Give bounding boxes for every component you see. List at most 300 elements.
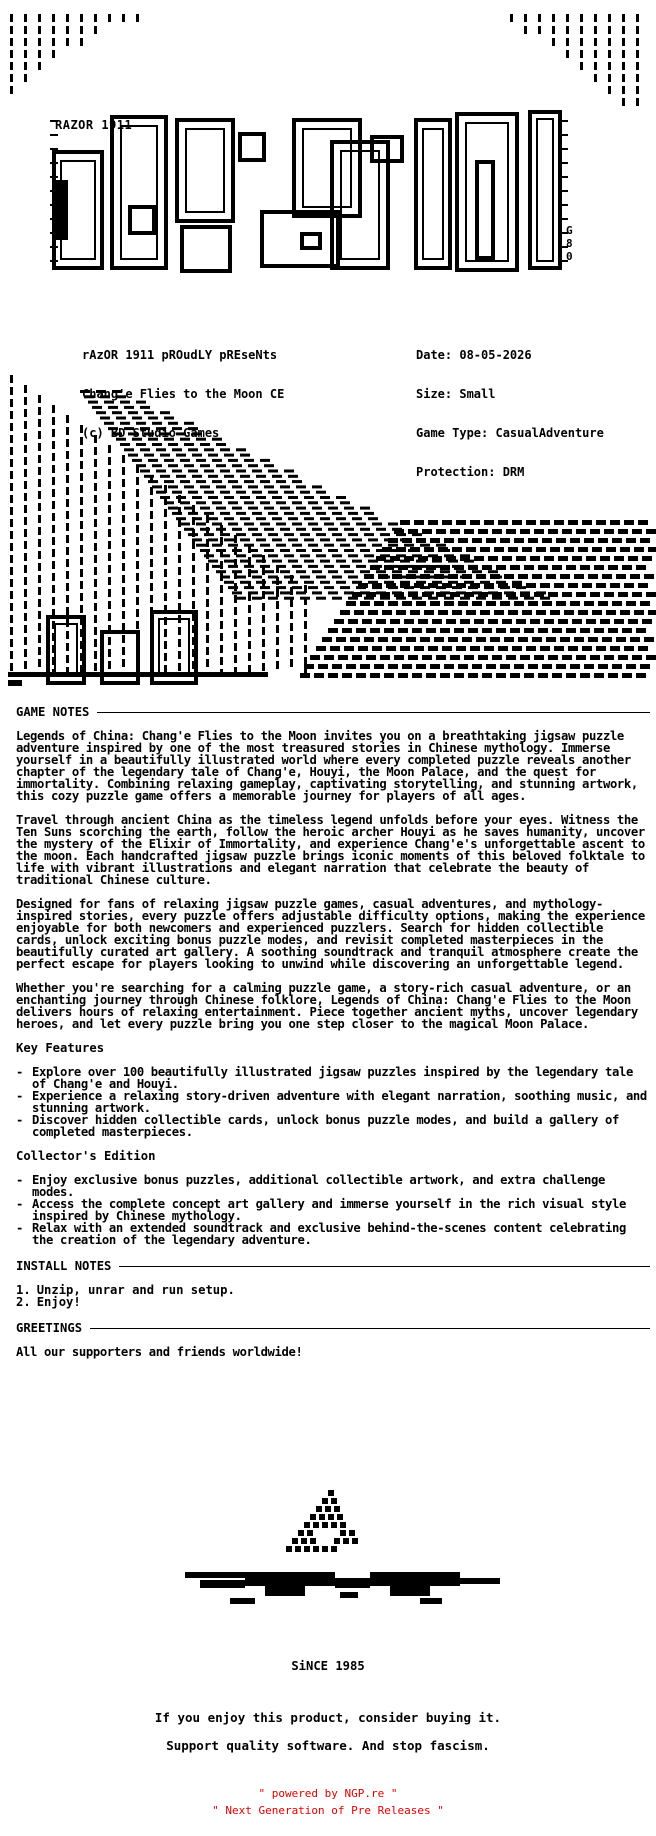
- ramp-dash: [252, 491, 262, 494]
- stair-dash: [122, 623, 125, 631]
- stair-dash: [24, 589, 27, 597]
- brick-dash: [600, 556, 610, 561]
- logo-letter: [536, 118, 554, 120]
- logo-letter: [292, 118, 362, 122]
- brick-dash: [606, 610, 616, 615]
- brick-dash: [420, 574, 430, 579]
- ramp-dash: [288, 496, 298, 499]
- stair-dash: [136, 549, 139, 557]
- stair-dash: [80, 473, 83, 481]
- brick-dash: [336, 637, 346, 642]
- brick-dash: [554, 583, 564, 588]
- ramp-dash: [248, 549, 258, 552]
- brick-dash: [388, 538, 398, 543]
- triangle-glyph: [313, 1546, 319, 1552]
- ramp-dash: [192, 475, 202, 478]
- game-notes-paragraph: Whether you're searching for a calming puzzle game, a story-rich casual adventure, or an enchanting journey through Chinese folklore, Legends of China: Chang'e Flies to the Moon delivers hours of relaxing entertainment. Piece together ancient myths, uncover legendary heroes, and let every puzzle bring you one step closer to the magical Moon Palace.: [16, 981, 638, 1031]
- drip-dash: [80, 26, 83, 34]
- brick-dash: [500, 664, 510, 669]
- ramp-dash: [424, 570, 434, 573]
- triangle-glyph: [343, 1538, 349, 1544]
- ramp-dash: [444, 597, 454, 600]
- stair-dash: [122, 659, 125, 667]
- brick-dash: [636, 673, 646, 678]
- brick-dash: [518, 637, 528, 642]
- brick-dash: [528, 538, 538, 543]
- stair-dash: [108, 565, 111, 573]
- stair-dash: [10, 411, 13, 419]
- logo-letter: [52, 150, 56, 270]
- brick-dash: [568, 646, 578, 651]
- brick-dash: [356, 628, 366, 633]
- ramp-dash: [232, 570, 242, 573]
- brick-dash: [594, 628, 604, 633]
- ramp-dash: [248, 570, 258, 573]
- brick-dash: [390, 619, 400, 624]
- stair-dash: [94, 519, 97, 527]
- brick-dash: [614, 556, 624, 561]
- brick-dash: [608, 628, 618, 633]
- ramp-dash: [364, 597, 374, 600]
- logo-letter: [340, 258, 380, 260]
- brick-dash: [400, 646, 410, 651]
- brick-dash: [604, 592, 614, 597]
- logo-tick: [50, 162, 58, 164]
- ramp-dash: [312, 549, 322, 552]
- logo-tick: [50, 204, 58, 206]
- brick-dash: [484, 583, 494, 588]
- brick-dash: [638, 583, 648, 588]
- stair-dash: [94, 663, 97, 671]
- ramp-dash: [540, 597, 550, 600]
- ramp-dash: [140, 470, 150, 473]
- ramp-dash: [300, 597, 310, 600]
- ramp-dash: [320, 538, 330, 541]
- stair-dash: [108, 493, 111, 501]
- drip-dash: [552, 26, 555, 34]
- logo-side-text: G80: [566, 224, 573, 263]
- baseline-bar: [8, 672, 268, 677]
- ramp-dash: [236, 576, 246, 579]
- stair-dash: [150, 547, 153, 555]
- brick-dash: [404, 619, 414, 624]
- brick-dash: [594, 673, 604, 678]
- drip-dash: [10, 74, 13, 82]
- logo-letter: [110, 266, 168, 270]
- drip-dash: [552, 14, 555, 22]
- brick-dash: [464, 655, 474, 660]
- brick-dash: [440, 673, 450, 678]
- stair-dash: [192, 541, 195, 549]
- brick-dash: [588, 637, 598, 642]
- brick-dash: [346, 601, 356, 606]
- stair-dash: [164, 557, 167, 565]
- ramp-dash: [228, 523, 238, 526]
- brick-dash: [512, 583, 522, 588]
- stair-dash: [206, 635, 209, 643]
- logo-letter: [238, 132, 242, 162]
- brick-dash: [560, 637, 570, 642]
- stair-dash: [24, 613, 27, 621]
- ramp-dash: [364, 554, 374, 557]
- triangle-glyph: [325, 1506, 331, 1512]
- ramp-dash: [224, 475, 234, 478]
- logo-letter: [414, 118, 452, 122]
- brick-dash: [552, 628, 562, 633]
- drip-dash: [636, 50, 639, 58]
- stair-dash: [108, 541, 111, 549]
- brick-dash: [422, 592, 432, 597]
- ramp-dash: [224, 581, 234, 584]
- drip-dash: [636, 74, 639, 82]
- ramp-dash: [288, 581, 298, 584]
- brick-dash: [646, 655, 656, 660]
- brick-dash: [456, 646, 466, 651]
- stair-dash: [122, 527, 125, 535]
- stair-dash: [52, 537, 55, 545]
- brick-dash: [428, 583, 438, 588]
- brick-dash: [466, 547, 476, 552]
- drip-dash: [580, 26, 583, 34]
- triangle-glyph: [304, 1522, 310, 1528]
- ramp-dash: [272, 496, 282, 499]
- brick-dash: [556, 601, 566, 606]
- triangle-glyph: [316, 1506, 322, 1512]
- ramp-dash: [220, 512, 230, 515]
- ramp-dash: [248, 528, 258, 531]
- brick-dash: [548, 592, 558, 597]
- stair-dash: [290, 623, 293, 631]
- brick-dash: [384, 628, 394, 633]
- support-line-2: Support quality software. And stop fascism.: [166, 1738, 490, 1753]
- stair-dash: [80, 521, 83, 529]
- brick-dash: [596, 520, 606, 525]
- brick-dash: [442, 583, 452, 588]
- ramp-dash: [280, 507, 290, 510]
- logo-letter: [175, 219, 235, 223]
- brick-dash: [530, 556, 540, 561]
- logo-letter: [536, 260, 554, 262]
- brick-dash: [406, 574, 416, 579]
- footer-logo-bar: [370, 1572, 460, 1586]
- brick-dash: [516, 619, 526, 624]
- collectors-features-list: [16, 1174, 650, 1246]
- ramp-dash: [220, 470, 230, 473]
- brick-dash: [388, 664, 398, 669]
- logo-letter: [152, 205, 156, 235]
- ramp-dash: [320, 517, 330, 520]
- stair-dash: [150, 583, 153, 591]
- brick-dash: [506, 592, 516, 597]
- brick-dash: [566, 673, 576, 678]
- ramp-dash: [208, 517, 218, 520]
- ramp-dash: [344, 570, 354, 573]
- brick-dash: [494, 610, 504, 615]
- ramp-dash: [244, 523, 254, 526]
- ramp-dash: [356, 523, 366, 526]
- ramp-dash: [176, 475, 186, 478]
- stair-dash: [290, 611, 293, 619]
- ramp-dash: [216, 570, 226, 573]
- logo-letter: [128, 205, 156, 209]
- stair-dash: [52, 501, 55, 509]
- brick-dash: [570, 601, 580, 606]
- stair-dash: [66, 583, 69, 591]
- brick-dash: [512, 646, 522, 651]
- install-step: [16, 1284, 650, 1296]
- ramp-dash: [148, 480, 158, 483]
- brick-dash: [618, 529, 628, 534]
- brick-dash: [464, 592, 474, 597]
- drip-dash: [10, 62, 13, 70]
- stair-dash: [24, 517, 27, 525]
- step-number: 1.: [16, 1283, 31, 1297]
- brick-dash: [342, 673, 352, 678]
- logo-letter: [422, 128, 444, 130]
- ramp-dash: [352, 538, 362, 541]
- ramp-dash: [360, 570, 370, 573]
- nfo-content: [16, 704, 650, 1370]
- triangle-glyph: [340, 1522, 346, 1528]
- brick-dash: [450, 592, 460, 597]
- brick-dash: [526, 646, 536, 651]
- logo-letter: [414, 118, 418, 270]
- ramp-dash: [340, 544, 350, 547]
- ramp-dash: [332, 512, 342, 515]
- stair-dash: [192, 589, 195, 597]
- brick-dash: [344, 646, 354, 651]
- logo-letter: [262, 132, 266, 162]
- stair-dash: [262, 651, 265, 659]
- stair-dash: [24, 637, 27, 645]
- brick-dash: [630, 637, 640, 642]
- brick-dash: [396, 547, 406, 552]
- stair-dash: [94, 555, 97, 563]
- drip-dash: [594, 62, 597, 70]
- section-title: GAME NOTES: [16, 705, 90, 719]
- brick-dash: [360, 664, 370, 669]
- brick-dash: [464, 529, 474, 534]
- brick-dash: [640, 601, 650, 606]
- ramp-dash: [224, 517, 234, 520]
- logo-letter: [475, 160, 479, 260]
- logo-tick: [50, 218, 58, 220]
- brick-dash: [514, 601, 524, 606]
- logo-letter: [370, 135, 374, 163]
- ramp-dash: [232, 528, 242, 531]
- brick-dash: [444, 538, 454, 543]
- brick-dash: [418, 556, 428, 561]
- stair-dash: [10, 603, 13, 611]
- logo-letter: [528, 110, 562, 114]
- stair-dash: [94, 507, 97, 515]
- stair-dash: [220, 609, 223, 617]
- brick-dash: [496, 628, 506, 633]
- logo-letter: [292, 118, 296, 218]
- triangle-glyph: [319, 1514, 325, 1520]
- brick-dash: [510, 673, 520, 678]
- brick-dash: [538, 673, 548, 678]
- stair-dash: [108, 601, 111, 609]
- ramp-dash: [188, 512, 198, 515]
- brick-dash: [620, 610, 630, 615]
- ramp-dash: [324, 544, 334, 547]
- ramp-dash: [356, 565, 366, 568]
- stair-dash: [164, 581, 167, 589]
- pipe-shape: [46, 681, 86, 685]
- ramp-dash: [284, 576, 294, 579]
- stair-dash: [66, 547, 69, 555]
- stair-dash: [290, 659, 293, 667]
- ramp-dash: [168, 507, 178, 510]
- ramp-dash: [260, 480, 270, 483]
- stair-dash: [94, 495, 97, 503]
- brick-dash: [630, 574, 640, 579]
- ramp-dash: [348, 597, 358, 600]
- brick-dash: [522, 547, 532, 552]
- stair-dash: [38, 407, 41, 415]
- brick-dash: [384, 565, 394, 570]
- brick-dash: [508, 547, 518, 552]
- logo-letter: [536, 118, 538, 262]
- stair-dash: [80, 593, 83, 601]
- stair-dash: [206, 587, 209, 595]
- drip-dash: [510, 14, 513, 22]
- logo-letter: [422, 128, 424, 260]
- ramp-dash: [184, 485, 194, 488]
- ramp-dash: [144, 475, 154, 478]
- brick-dash: [598, 664, 608, 669]
- stair-dash: [38, 395, 41, 403]
- drip-dash: [636, 98, 639, 106]
- brick-dash: [370, 673, 380, 678]
- ramp-dash: [292, 544, 302, 547]
- ramp-dash: [228, 565, 238, 568]
- stair-dash: [24, 553, 27, 561]
- brick-dash: [362, 619, 372, 624]
- brick-dash: [318, 664, 328, 669]
- brick-dash: [482, 673, 492, 678]
- ramp-dash: [172, 470, 182, 473]
- stair-dash: [38, 599, 41, 607]
- stair-dash: [94, 603, 97, 611]
- ramp-dash: [368, 538, 378, 541]
- ramp-dash: [312, 591, 322, 594]
- brick-dash: [580, 628, 590, 633]
- brick-dash: [582, 646, 592, 651]
- brick-dash: [426, 628, 436, 633]
- brick-dash: [534, 592, 544, 597]
- protection-line: Protection: DRM: [416, 465, 525, 479]
- brick-dash: [508, 610, 518, 615]
- logo-letter: [465, 260, 509, 262]
- step-text: Enjoy!: [36, 1295, 81, 1309]
- ramp-dash: [360, 507, 370, 510]
- stair-dash: [136, 525, 139, 533]
- stair-dash: [10, 423, 13, 431]
- brick-dash: [592, 610, 602, 615]
- ramp-dash: [292, 523, 302, 526]
- stair-dash: [52, 405, 55, 413]
- brick-dash: [472, 664, 482, 669]
- brick-dash: [536, 610, 546, 615]
- stair-dash: [94, 591, 97, 599]
- drip-dash: [10, 86, 13, 94]
- brick-dash: [398, 565, 408, 570]
- logo-letter: [175, 118, 179, 223]
- drip-dash: [552, 38, 555, 46]
- drip-dash: [24, 38, 27, 46]
- stair-dash: [136, 513, 139, 521]
- ramp-dash: [220, 491, 230, 494]
- ramp-dash: [196, 523, 206, 526]
- stair-dash: [10, 387, 13, 395]
- brick-dash: [500, 538, 510, 543]
- stair-dash: [234, 631, 237, 639]
- ramp-dash: [224, 538, 234, 541]
- stair-dash: [94, 483, 97, 491]
- ramp-dash: [324, 523, 334, 526]
- ramp-dash: [196, 544, 206, 547]
- brick-dash: [436, 655, 446, 660]
- ramp-dash: [308, 565, 318, 568]
- stair-dash: [66, 559, 69, 567]
- brick-dash: [408, 592, 418, 597]
- brick-dash: [392, 574, 402, 579]
- logo-tick: [560, 148, 568, 150]
- brick-dash: [478, 655, 488, 660]
- brick-dash: [394, 529, 404, 534]
- ramp-dash: [304, 517, 314, 520]
- game-notes-paragraph: Legends of China: Chang'e Flies to the Moon invites you on a breathtaking jigsaw puzzle adventure inspired by one of the most treasured stories in Chinese mythology. Immerse yourself in a beautifully illustrated world where every completed puzzle reveals another chapter of the legendary tale of Chang'e, Houyi, the Moon Palace, and the quest for immortality. Combining relaxing gameplay, captivating storytelling, and stunning artwork, this cozy puzzle game offers a memorable journey for players of all ages.: [16, 729, 638, 803]
- ramp-dash: [348, 533, 358, 536]
- logo-letter: [442, 128, 444, 260]
- brick-dash: [314, 673, 324, 678]
- pipe-shape: [188, 618, 190, 677]
- brick-dash: [512, 520, 522, 525]
- ramp-dash: [272, 517, 282, 520]
- brick-dash: [470, 646, 480, 651]
- brick-dash: [494, 547, 504, 552]
- ramp-dash: [232, 507, 242, 510]
- install-notes-header: [16, 1258, 650, 1274]
- brick-dash: [626, 601, 636, 606]
- ramp-dash: [296, 528, 306, 531]
- stair-dash: [94, 543, 97, 551]
- ramp-dash: [332, 576, 342, 579]
- stair-dash: [24, 505, 27, 513]
- brick-dash: [538, 628, 548, 633]
- stair-dash: [150, 499, 153, 507]
- stair-dash: [192, 553, 195, 561]
- brick-dash: [394, 592, 404, 597]
- ramp-dash: [296, 485, 306, 488]
- pipe-shape: [100, 630, 140, 634]
- stair-dash: [178, 567, 181, 575]
- logo-letter: [330, 140, 390, 144]
- stair-dash: [10, 615, 13, 623]
- stair-dash: [262, 627, 265, 635]
- ramp-dash: [232, 485, 242, 488]
- stair-dash: [66, 415, 69, 423]
- brick-dash: [410, 610, 420, 615]
- triangle-glyph: [322, 1498, 328, 1504]
- drip-dash: [524, 14, 527, 22]
- stair-dash: [108, 661, 111, 669]
- ramp-dash: [492, 597, 502, 600]
- logo-letter: [414, 266, 452, 270]
- brick-dash: [560, 574, 570, 579]
